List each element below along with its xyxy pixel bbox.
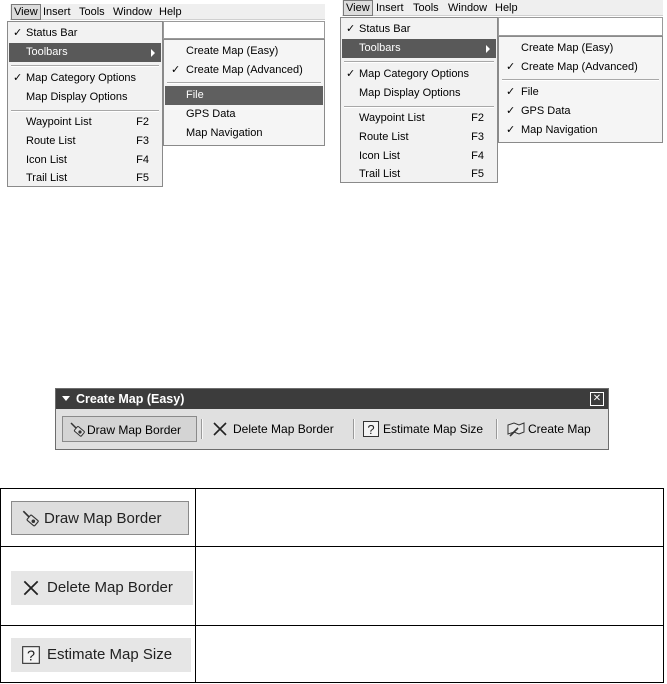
menu-window[interactable]: Window	[448, 2, 488, 14]
submenu-arrow-icon	[151, 49, 155, 57]
menu-item-trail-list[interactable]: Trail List F5	[26, 172, 149, 184]
table-row	[1, 489, 663, 547]
menu-item-icon-list[interactable]: Icon List F4	[26, 154, 149, 166]
button-description-table	[0, 488, 664, 683]
question-box-icon	[362, 420, 380, 438]
submenu-item-gps-data[interactable]: ✓ GPS Data	[500, 102, 661, 121]
toolbars-submenu	[498, 36, 663, 143]
question-box-icon	[21, 645, 41, 665]
menu-item-status-bar[interactable]: ✓ Status Bar	[342, 20, 496, 39]
menu-item-map-category-options[interactable]: ✓ Map Category Options	[9, 69, 161, 88]
submenu-item-create-map-easy[interactable]: Create Map (Easy)	[521, 42, 614, 54]
submenu-item-gps-data[interactable]: GPS Data	[186, 108, 236, 120]
submenu-item-file[interactable]: ✓ File	[500, 83, 661, 102]
toolbar-strip	[163, 21, 325, 39]
check-icon: ✓	[13, 27, 23, 39]
check-icon: ✓	[506, 124, 516, 136]
menu-help[interactable]: Help	[495, 2, 518, 14]
check-icon: ✓	[346, 68, 356, 80]
delete-x-icon	[21, 578, 41, 598]
toolbar-title-bar[interactable]	[56, 389, 608, 409]
menu-item-map-display-options[interactable]: Map Display Options	[359, 87, 461, 99]
menu-item-route-list[interactable]: Route List F3	[26, 135, 149, 147]
menu-tools[interactable]: Tools	[79, 6, 105, 18]
check-icon: ✓	[346, 23, 356, 35]
menu-item-waypoint-list[interactable]: Waypoint List F2	[359, 112, 484, 124]
check-icon: ✓	[171, 64, 181, 76]
submenu-item-map-navigation[interactable]: ✓ Map Navigation	[500, 121, 661, 140]
create-map-icon	[506, 420, 526, 438]
draw-map-border-button[interactable]	[62, 416, 197, 442]
table-row-button-label: Delete Map Border	[47, 579, 173, 596]
table-row-button-label: Estimate Map Size	[47, 646, 173, 663]
menu-insert[interactable]: Insert	[43, 6, 71, 18]
create-map-button[interactable]	[502, 416, 602, 442]
draw-map-border-label: Draw Map Border	[87, 423, 182, 437]
svg-text:?: ?	[367, 422, 375, 437]
estimate-map-size-label: Estimate Map Size	[383, 422, 484, 436]
delete-x-icon	[211, 420, 229, 438]
svg-text:?: ?	[26, 648, 36, 665]
submenu-item-create-map-advanced[interactable]: ✓ Create Map (Advanced)	[165, 61, 323, 80]
table-row	[1, 626, 663, 683]
delete-map-border-button[interactable]	[207, 416, 347, 442]
create-map-easy-toolbar	[55, 388, 609, 450]
toolbar-title: Create Map (Easy)	[76, 392, 185, 406]
draw-map-border-button-sample	[11, 501, 189, 535]
menu-view[interactable]: View	[11, 4, 41, 20]
menu-window[interactable]: Window	[113, 6, 153, 18]
submenu-item-map-navigation[interactable]: Map Navigation	[186, 127, 263, 139]
submenu-item-file[interactable]: File	[165, 86, 323, 105]
toolbar-strip	[498, 17, 663, 36]
collapse-triangle-icon[interactable]	[62, 396, 70, 401]
menu-item-status-bar[interactable]: ✓ Status Bar	[9, 24, 161, 43]
menu-view[interactable]: View	[343, 0, 373, 16]
check-icon: ✓	[506, 105, 516, 117]
menu-insert[interactable]: Insert	[376, 2, 404, 14]
menu-item-toolbars[interactable]: Toolbars	[9, 43, 161, 62]
delete-map-border-button-sample	[11, 571, 193, 605]
toolbars-submenu	[163, 39, 325, 146]
menu-tools[interactable]: Tools	[413, 2, 439, 14]
view-menu	[7, 21, 163, 187]
table-row	[1, 547, 663, 626]
menu-item-toolbars[interactable]: Toolbars	[342, 39, 496, 58]
menu-item-map-category-options[interactable]: ✓ Map Category Options	[342, 65, 496, 84]
estimate-map-size-button[interactable]	[359, 416, 492, 442]
create-map-label: Create Map	[528, 422, 591, 436]
menu-item-route-list[interactable]: Route List F3	[359, 131, 484, 143]
submenu-arrow-icon	[486, 45, 490, 53]
check-icon: ✓	[13, 72, 23, 84]
menubar	[342, 0, 663, 16]
estimate-map-size-button-sample	[11, 638, 191, 672]
menu-item-trail-list[interactable]: Trail List F5	[359, 168, 484, 180]
menu-item-map-display-options[interactable]: Map Display Options	[26, 91, 128, 103]
check-icon: ✓	[506, 86, 516, 98]
view-menu	[340, 17, 498, 183]
menu-item-icon-list[interactable]: Icon List F4	[359, 150, 484, 162]
menu-item-waypoint-list[interactable]: Waypoint List F2	[26, 116, 149, 128]
check-icon: ✓	[506, 61, 516, 73]
menu-help[interactable]: Help	[159, 6, 182, 18]
submenu-item-create-map-easy[interactable]: Create Map (Easy)	[186, 45, 279, 57]
close-icon[interactable]: ✕	[590, 392, 604, 406]
delete-map-border-label: Delete Map Border	[233, 422, 334, 436]
draw-border-icon	[68, 421, 86, 439]
menubar	[10, 4, 325, 20]
draw-border-icon	[20, 509, 40, 529]
submenu-item-create-map-advanced[interactable]: ✓ Create Map (Advanced)	[500, 58, 661, 77]
table-row-button-label: Draw Map Border	[44, 510, 162, 527]
